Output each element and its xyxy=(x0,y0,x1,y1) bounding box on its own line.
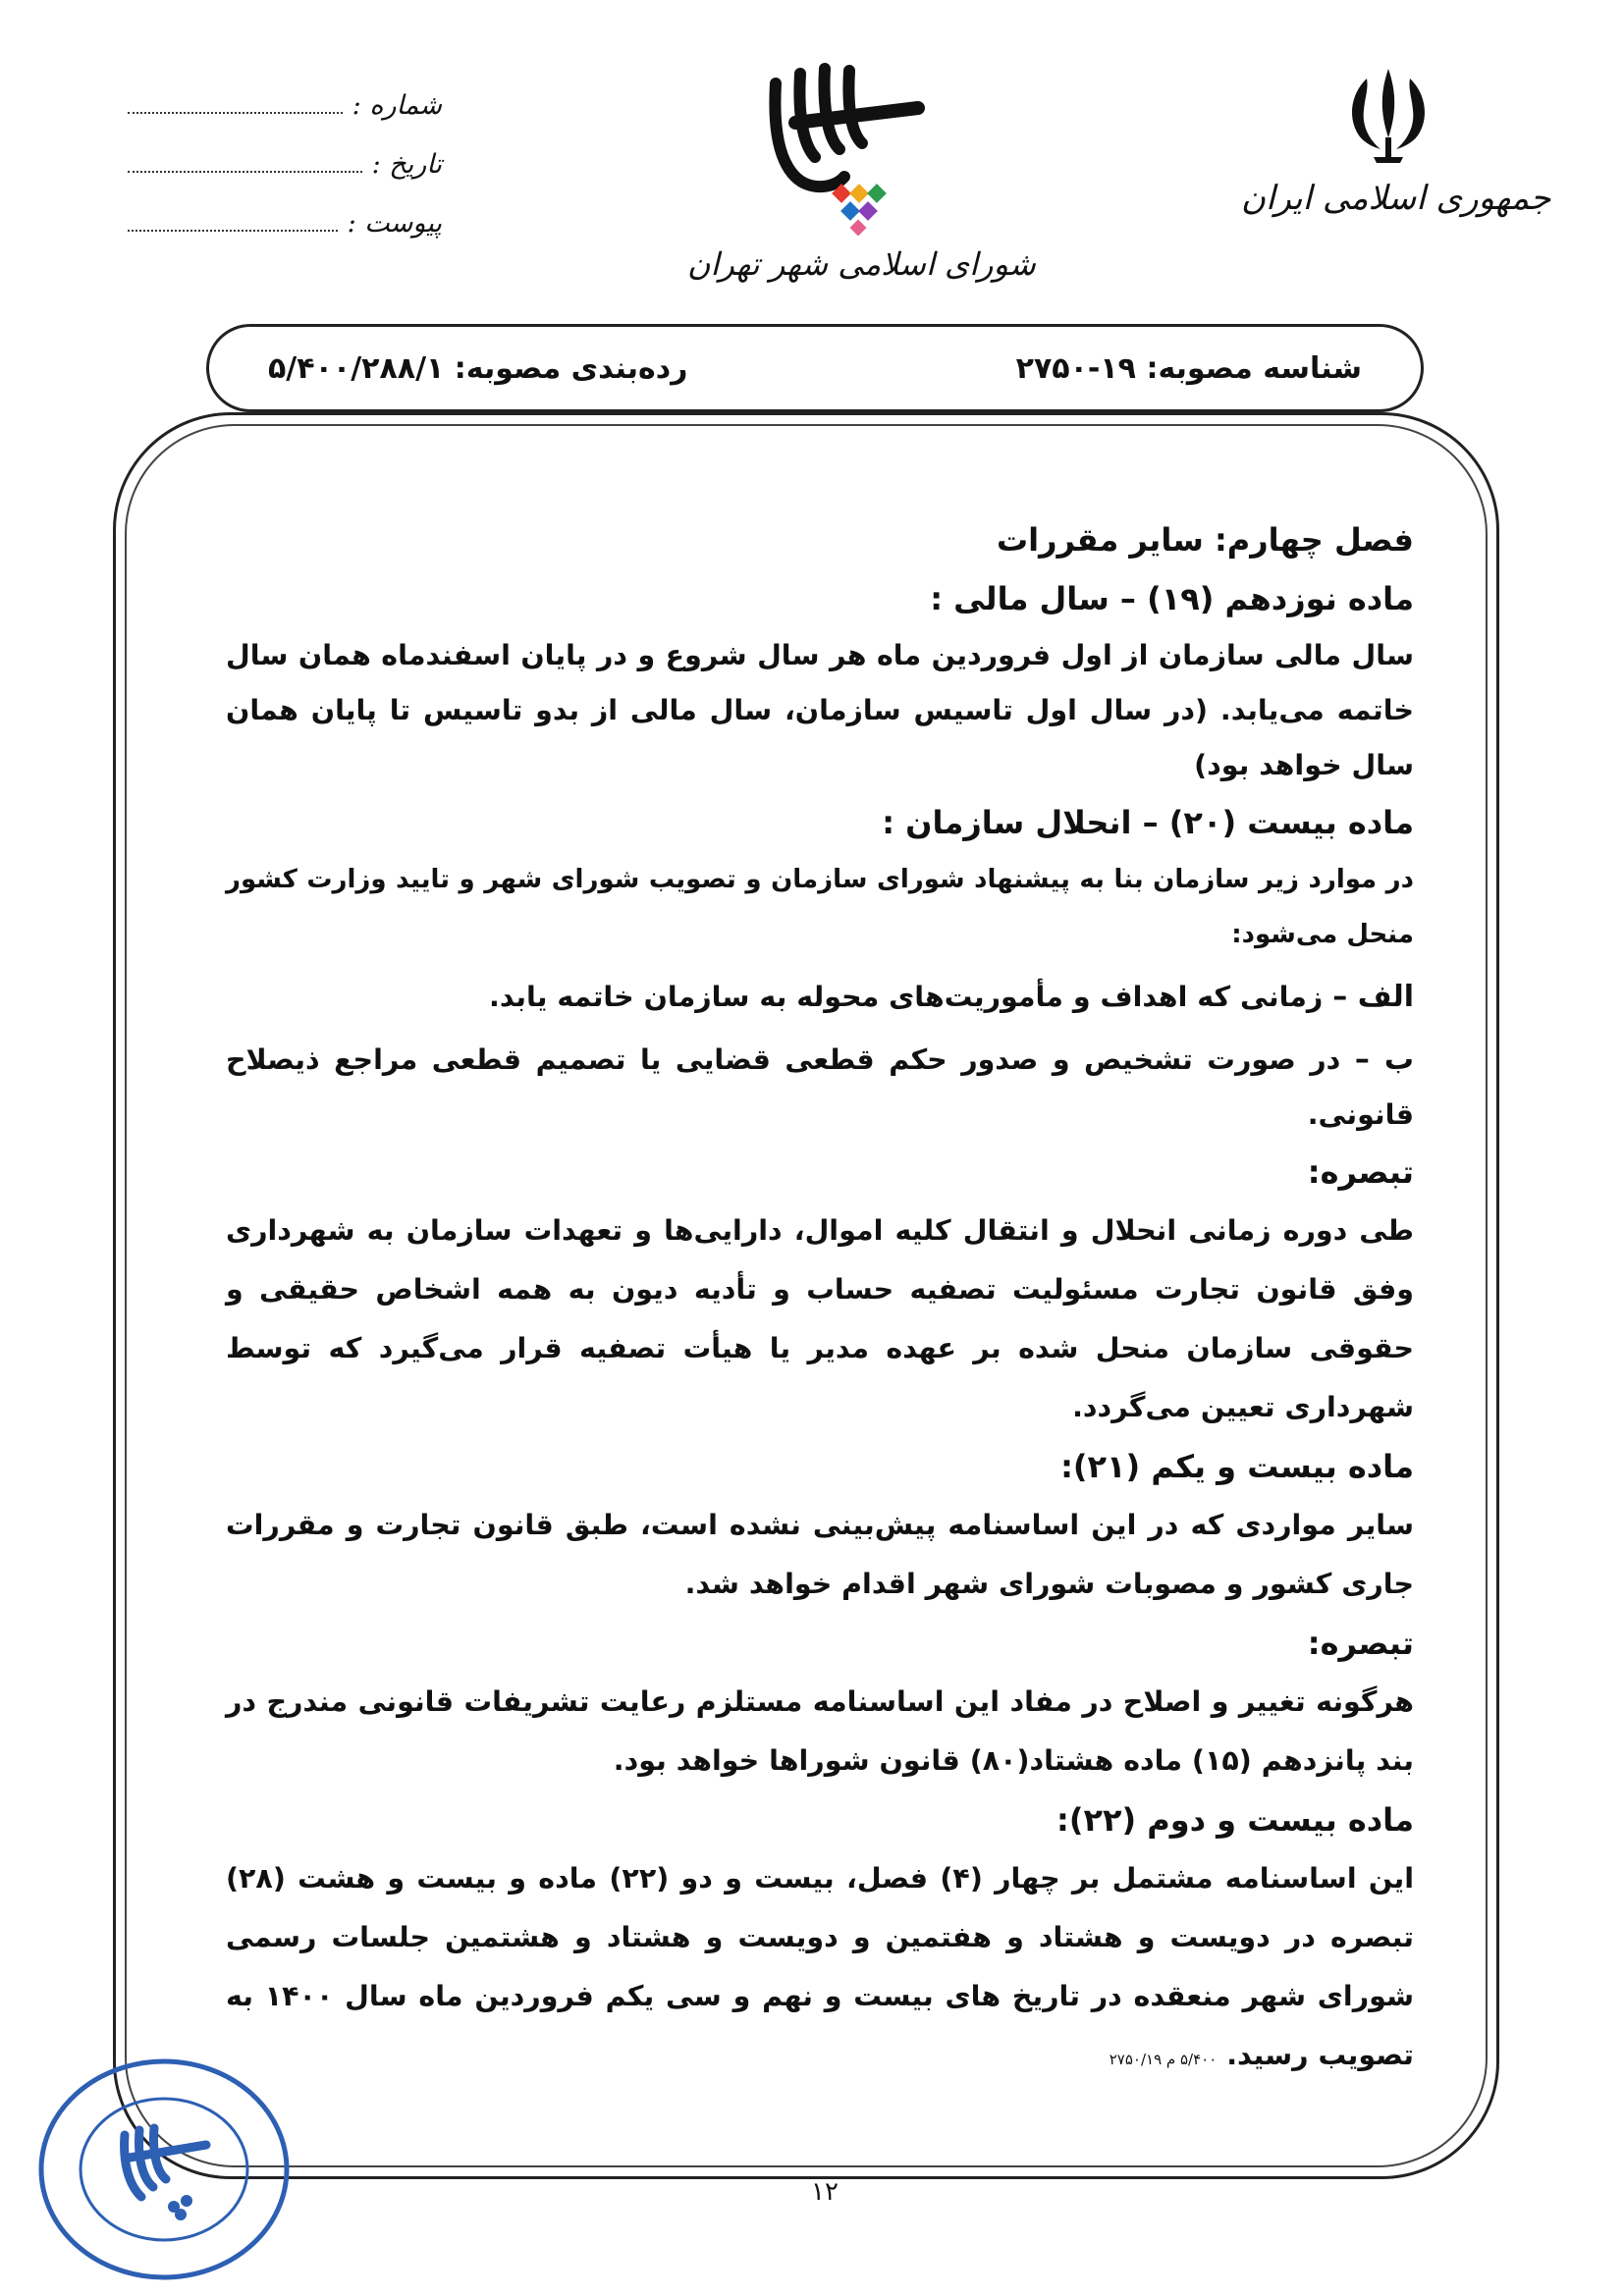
note-1-title: تبصره: xyxy=(1307,1153,1414,1191)
item-a-label: الف – xyxy=(1332,980,1414,1014)
approval-classification: رده‌بندی مصوبه: ۵/۴۰۰/۲۸۸/۱ xyxy=(268,350,688,386)
page-number: ۱۲ xyxy=(811,2177,839,2207)
article-20-item-a xyxy=(226,970,1414,1025)
note-1-text: طی دوره زمانی انحلال و انتقال کلیه اموال، دارایی‌ها و تعهدات سازمان به شهرداری وفق قانون تجارت مسئولیت تصفیه حساب و تأدیه دیون به همه اشخاص حقیقی و حقوقی سازمان منحل شده بر عهده مدیر یا هیأت تصفیه قرار می‌گیرد که توسط شهرداری تعیین می‌گردد. xyxy=(226,1214,1414,1423)
date-field-label: تاریخ : xyxy=(371,149,442,180)
number-field-dots xyxy=(128,92,343,114)
article-22-title: ماده بیست و دوم (۲۲): xyxy=(1056,1801,1414,1839)
note-2-title: تبصره: xyxy=(1307,1625,1414,1662)
article-22-reference: ۵/۴۰۰ م ۲۷۵۰/۱۹ xyxy=(1109,2051,1218,2068)
item-b-label: ب – xyxy=(1354,1042,1414,1077)
council-logo-block xyxy=(687,59,1036,283)
approval-id: شناسه مصوبه: ۱۹-۲۷۵۰ xyxy=(1015,350,1362,386)
chapter-title: فصل چهارم: سایر مقررات xyxy=(996,521,1414,559)
article-21-text: سایر مواردی که در این اساسنامه پیش‌بینی نشده است، طبق قانون تجارت و مقررات جاری کشور و مصوبات شورای شهر اقدام خواهد شد. xyxy=(226,1509,1414,1600)
article-19-text: سال مالی سازمان از اول فروردین ماه هر سال شروع و در پایان اسفندماه همان سال خاتمه می‌یابد. (در سال اول تاسیس سازمان، سال مالی از بدو تاسیس تا پایان همان سال خواهد بود) xyxy=(226,639,1414,781)
article-20-intro: در موارد زیر سازمان بنا به پیشنهاد شورای سازمان و تصویب شورای شهر و تایید وزارت کشور منحل می‌شود: xyxy=(226,865,1414,949)
council-seal-stamp xyxy=(31,2052,297,2287)
number-field xyxy=(128,90,442,149)
date-field xyxy=(128,149,442,208)
article-20-item-b xyxy=(226,1033,1414,1143)
letter-fields xyxy=(128,90,442,267)
article-20-title: ماده بیست (۲۰) – انحلال سازمان : xyxy=(882,804,1414,841)
emblem-caption: جمهوری اسلامی ایران xyxy=(1241,179,1551,218)
item-b-text: در صورت تشخیص و صدور حکم قطعی قضایی یا تصمیم قطعی مراجع ذیصلاح قانونی. xyxy=(226,1043,1414,1131)
article-22-body: این اساسنامه مشتمل بر چهار (۴) فصل، بیست و دو (۲۲) ماده و بیست و هشت (۲۸) تبصره در دویست و هشتاد و هفتمین و دویست و هشتاد و هشتمین جلسات رسمی شورای شهر منعقده در تاریخ های بیست و نهم و سی یکم فروردین ماه سال ۱۴۰۰ به تصویب رسید. xyxy=(226,1862,1415,2071)
council-caption: شورای اسلامی شهر تهران xyxy=(687,245,1036,283)
date-field-dots xyxy=(128,151,362,173)
article-22-text xyxy=(226,1849,1414,2089)
iran-emblem-icon xyxy=(1329,59,1447,167)
attachment-field-dots xyxy=(128,210,338,232)
note-2-text: هرگونه تغییر و اصلاح در مفاد این اساسنامه مستلزم رعایت تشریفات قانونی مندرج در بند پانزدهم (۱۵) ماده هشتاد(۸۰) قانون شوراها خواهد بود. xyxy=(226,1685,1414,1777)
reference-bar xyxy=(206,324,1424,412)
national-emblem-block xyxy=(1241,59,1551,218)
article-19-title: ماده نوزدهم (۱۹) – سال مالی : xyxy=(930,580,1414,617)
document-body xyxy=(226,510,1414,2089)
attachment-field xyxy=(128,208,442,267)
article-21-title: ماده بیست و یکم (۲۱): xyxy=(1060,1448,1414,1485)
item-a-text: زمانی که اهداف و مأموریت‌های محوله به سازمان خاتمه یابد. xyxy=(489,981,1324,1013)
council-logo-icon xyxy=(736,59,933,236)
number-field-label: شماره : xyxy=(352,90,442,121)
attachment-field-label: پیوست : xyxy=(347,208,442,239)
